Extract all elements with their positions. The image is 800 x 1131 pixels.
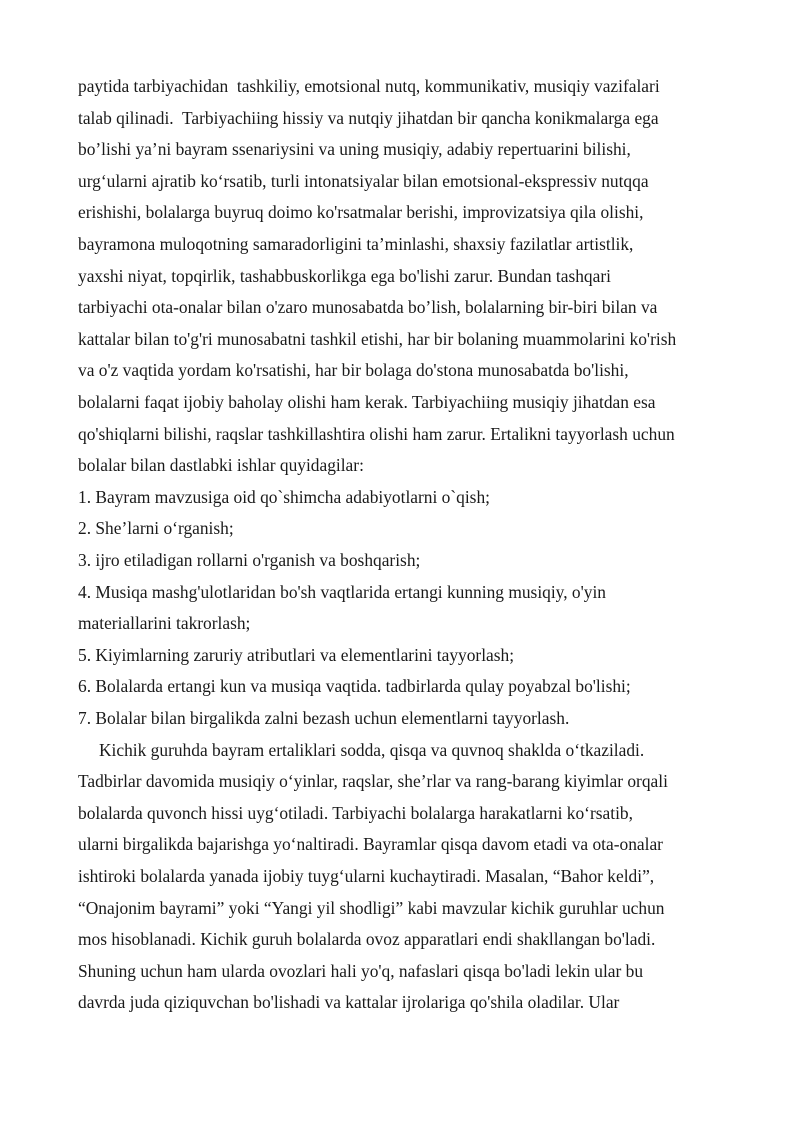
text-line: mos hisoblanadi. Kichik guruh bolalarda ovoz apparatlari endi shakllangan bo'ladi.	[78, 929, 656, 950]
text-line: kattalar bilan to'g'ri munosabatni tashkil etishi, har bir bolaning muammolarini ko'rish	[78, 328, 677, 349]
paragraph-first-line: Kichik guruhda bayram ertaliklari sodda, qisqa va quvnoq shaklda o‘tkaziladi.	[99, 739, 645, 760]
text-line: davrda juda qiziquvchan bo'lishadi va kattalar ijrolariga qo'shila oladilar. Ular	[78, 992, 620, 1013]
text-line: bolalarda quvonch hissi uyg‘otiladi. Tarbiyachi bolalarga harakatlarni ko‘rsatib,	[78, 802, 633, 823]
text-line: talab qilinadi. Tarbiyachiing hissiy va nutqiy jihatdan bir qancha konikmalarga ega	[78, 107, 659, 128]
text-line: ishtiroki bolalarda yanada ijobiy tuyg‘ularni kuchaytiradi. Masalan, “Bahor keldi”,	[78, 866, 655, 886]
text-line: erishishi, bolalarga buyruq doimo ko'rsatmalar berishi, improvizatsiya qila olishi,	[78, 202, 644, 223]
text-line: qo'shiqlarni bilishi, raqslar tashkillashtira olishi ham zarur. Ertalikni tayyorlash uchun	[78, 423, 675, 444]
list-item: 4. Musiqa mashg'ulotlaridan bo'sh vaqtlarida ertangi kunning musiqiy, o'yin	[78, 581, 606, 602]
list-item: 2. She’larni o‘rganish;	[78, 518, 234, 539]
list-item: 3. ijro etiladigan rollarni o'rganish va boshqarish;	[78, 550, 421, 570]
list-item: 1. Bayram mavzusiga oid qo`shimcha adabiyotlarni o`qish;	[78, 486, 490, 507]
text-line: urg‘ularni ajratib ko‘rsatib, turli intonatsiyalar bilan emotsional-ekspressiv nutqqa	[78, 170, 649, 191]
text-line: “Onajonim bayrami” yoki “Yangi yil shodligi” kabi mavzular kichik guruhlar uchun	[78, 897, 665, 918]
text-line: bayramona muloqotning samaradorligini ta’minlashi, shaxsiy fazilatlar artistlik,	[78, 234, 634, 254]
text-line: yaxshi niyat, topqirlik, tashabbuskorlikga ega bo'lishi zarur. Bundan tashqari	[78, 265, 611, 286]
text-line: ularni birgalikda bajarishga yo‘naltiradi. Bayramlar qisqa davom etadi va ota-onalar	[78, 834, 663, 855]
list-item: 5. Kiyimlarning zaruriy atributlari va elementlarini tayyorlash;	[78, 644, 515, 665]
text-line: va o'z vaqtida yordam ko'rsatishi, har bir bolaga do'stona munosabatda bo'lishi,	[78, 360, 629, 381]
text-line: bolalarni faqat ijobiy baholay olishi ham kerak. Tarbiyachiing musiqiy jihatdan esa	[78, 392, 656, 412]
text-line: Shuning uchun ham ularda ovozlari hali yo'q, nafaslari qisqa bo'ladi lekin ular bu	[78, 960, 644, 981]
text-line: Tadbirlar davomida musiqiy o‘yinlar, raqslar, she’rlar va rang-barang kiyimlar orqali	[78, 771, 668, 792]
text-line: bolalar bilan dastlabki ishlar quyidagilar:	[78, 455, 364, 476]
text-line: bo’lishi ya’ni bayram ssenariysini va uning musiqiy, adabiy repertuarini bilishi,	[78, 139, 631, 160]
list-item: 7. Bolalar bilan birgalikda zalni bezash uchun elementlarni tayyorlash.	[78, 708, 570, 728]
text-line: paytida tarbiyachidan tashkiliy, emotsional nutq, kommunikativ, musiqiy vazifalari	[78, 76, 660, 96]
text-line: tarbiyachi ota-onalar bilan o'zaro munosabatda bo’lish, bolalarning bir-biri bilan va	[78, 297, 658, 318]
list-item-continuation: materiallarini takrorlash;	[78, 613, 251, 634]
list-item: 6. Bolalarda ertangi kun va musiqa vaqtida. tadbirlarda qulay poyabzal bo'lishi;	[78, 676, 631, 697]
